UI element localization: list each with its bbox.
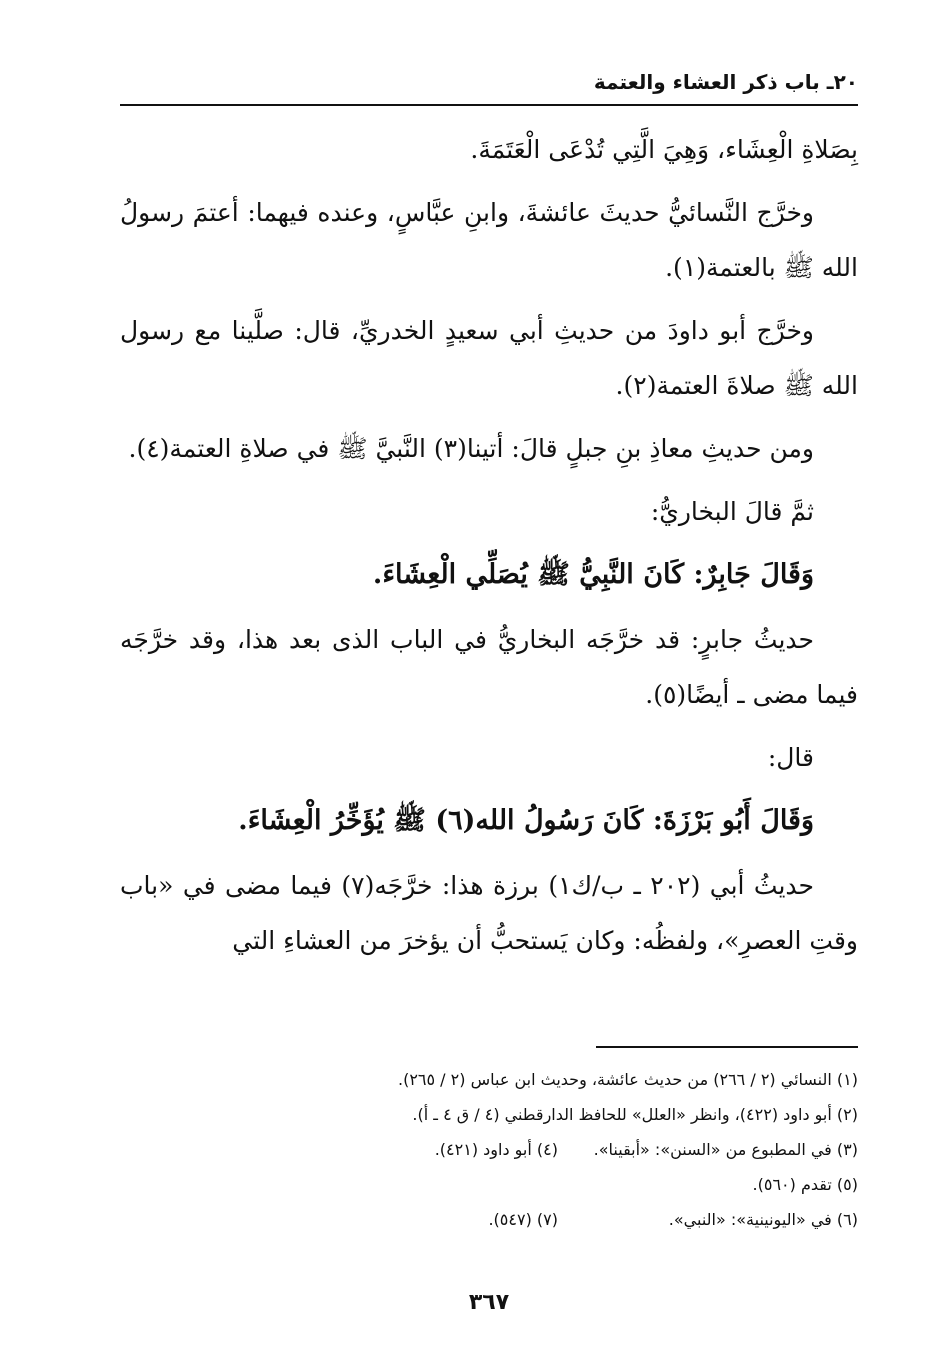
footnote-6: (٦) في «اليونينية»: «النبي». bbox=[668, 1210, 858, 1229]
paragraph-2: وخرَّج النَّسائيُّ حديثَ عائشةَ، وابنِ عبَّاسٍ، وعنده فيهما: أعتمَ رسولُ الله ﷺ بالعتمة(١). bbox=[120, 198, 858, 282]
book-page bbox=[120, 60, 858, 1340]
footnote-row-3-4 bbox=[120, 1132, 858, 1167]
main-text bbox=[120, 122, 858, 976]
paragraph-3: وخرَّج أبو داودَ من حديثِ أبي سعيدٍ الخدريِّ، قال: صلَّينا مع رسول الله ﷺ صلاةَ العتمة(٢). bbox=[120, 316, 858, 400]
footnote-3: (٣) في المطبوع من «السنن»: «أبقينا». bbox=[593, 1140, 858, 1159]
paragraph-1: بِصَلاةِ الْعِشَاء، وَهِيَ الَّتِي تُدْعَى الْعَتَمَةَ. bbox=[470, 135, 858, 164]
footnote-4: (٤) أبو داود (٤٢١). bbox=[434, 1140, 558, 1159]
footnote-7: (٧) (٥٤٧). bbox=[488, 1210, 558, 1229]
hadith-text-abu-barzah: وَقَالَ أَبُو بَرْزَةَ: كَانَ رَسُولُ الله(٦) ﷺ يُؤَخِّرُ الْعِشَاءَ. bbox=[238, 805, 814, 836]
footnote-1: (١) النسائي (٢ / ٢٦٦) من حديث عائشة، وحديث ابن عباس (٢ / ٢٦٥). bbox=[397, 1070, 858, 1089]
footnote-row-6-7 bbox=[120, 1202, 858, 1237]
running-header bbox=[120, 66, 858, 106]
footnote-2: (٢) أبو داود (٤٢٢)، وانظر «العلل» للحافظ الدارقطني (٤ / ق ٤ ـ أ). bbox=[412, 1105, 858, 1124]
paragraph-10: حديثُ أبي (٢٠٢ ـ ب/ك١) برزة هذا: خرَّجَه(٧) فيما مضى في «باب وقتِ العصرِ»، ولفظُه: وكان يَستحبُّ أن يؤخرَ من العشاءِ التي bbox=[120, 871, 858, 955]
paragraph-5: ثمَّ قالَ البخاريُّ: bbox=[650, 497, 814, 526]
paragraph-4: ومن حديثِ معاذِ بنِ جبلٍ قالَ: أتينا(٣) النَّبيَّ ﷺ في صلاةِ العتمة(٤). bbox=[128, 434, 814, 463]
page-number: ٣٦٧ bbox=[468, 1290, 510, 1315]
footnotes bbox=[120, 1062, 858, 1237]
footnote-5: (٥) تقدم (٥٦٠). bbox=[752, 1175, 858, 1194]
hadith-text-jabir: وَقَالَ جَابِرٌ: كَانَ النَّبِيُّ ﷺ يُصَلِّي الْعِشَاءَ. bbox=[372, 559, 814, 590]
chapter-title: ٢٠ـ باب ذكر العشاء والعتمة bbox=[593, 70, 858, 94]
paragraph-8: قال: bbox=[767, 743, 814, 772]
paragraph-7: حديثُ جابرٍ: قد خرَّجَه البخاريُّ في الباب الذى بعد هذا، وقد خرَّجَه فيما مضى ـ أيضًا(٥). bbox=[120, 625, 858, 709]
footnote-divider bbox=[596, 1046, 858, 1048]
